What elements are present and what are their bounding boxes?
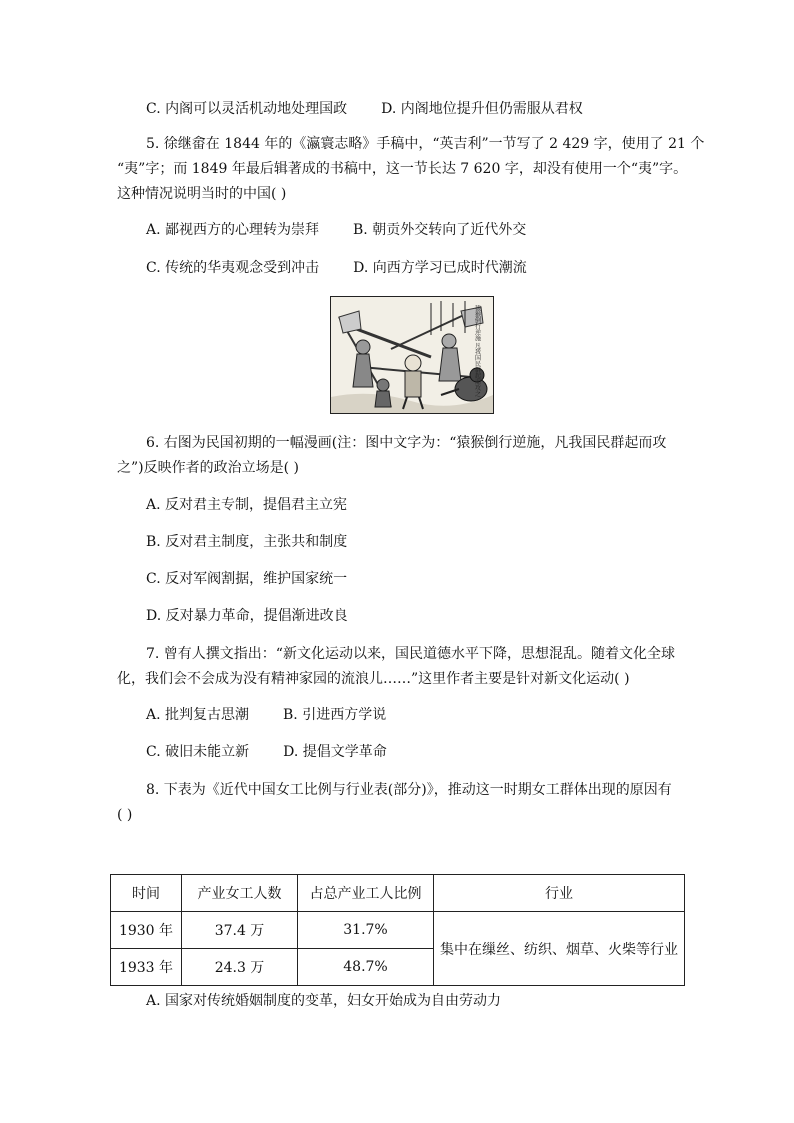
table-header-cell: 产业女工人数 (182, 875, 298, 912)
table-cell: 1933 年 (111, 949, 182, 986)
q8-option-a: A. 国家对传统婚姻制度的变革，妇女开始成为自由劳动力 (146, 993, 502, 1009)
q6-stem-line1: 6. 右图为民国初期的一幅漫画(注：图中文字为：“猿猴倒行逆施，凡我国民群起而攻 (146, 435, 667, 451)
q8-stem-line2: ( ) (117, 807, 133, 823)
q7-option-b: B. 引进西方学说 (283, 707, 387, 723)
table-header-cell: 占总产业工人比例 (298, 875, 434, 912)
table-cell: 31.7% (298, 912, 434, 949)
q5-option-d: D. 向西方学习已成时代潮流 (353, 260, 527, 276)
table-cell: 37.4 万 (182, 912, 298, 949)
q6-option-a: A. 反对君主专制，提倡君主立宪 (146, 497, 348, 513)
table-cell: 24.3 万 (182, 949, 298, 986)
q5-option-a: A. 鄙视西方的心理转为崇拜 (146, 222, 320, 238)
q4-option-d: D. 内阁地位提升但仍需服从君权 (381, 101, 583, 117)
q8-stem-line1: 8. 下表为《近代中国女工比例与行业表(部分)》，推动这一时期女工群体出现的原因有 (146, 782, 672, 798)
q5-stem-line1: 5. 徐继畲在 1844 年的《瀛寰志略》手稿中，“英吉利”一节写了 2 429 字，使用了 21 个 (146, 136, 705, 152)
q5-option-b: B. 朝贡外交转向了近代外交 (353, 222, 527, 238)
q4-option-c: C. 内阁可以灵活机动地处理国政 (146, 101, 348, 117)
q7-option-a: A. 批判复古思潮 (146, 707, 250, 723)
q6-option-c: C. 反对军阀割据，维护国家统一 (146, 571, 348, 587)
q5-stem-line2: “夷”字；而 1849 年最后辑著成的书稿中，这一节长达 7 620 字，却没有使用一个“夷”字。 (117, 161, 688, 177)
table-header-row (111, 875, 685, 912)
q7-stem-line1: 7. 曾有人撰文指出：“新文化运动以来，国民道德水平下降，思想混乱。随着文化全球 (146, 646, 675, 662)
table-header-cell: 时间 (111, 875, 182, 912)
q5-stem-line3: 这种情况说明当时的中国( ) (117, 186, 287, 202)
q7-option-c: C. 破旧未能立新 (146, 744, 250, 760)
q7-option-d: D. 提倡文学革命 (283, 744, 387, 760)
table-cell: 1930 年 (111, 912, 182, 949)
q6-option-b: B. 反对君主制度，主张共和制度 (146, 534, 348, 550)
q6-option-d: D. 反对暴力革命，提倡渐进改良 (146, 608, 348, 624)
q7-stem-line2: 化，我们会不会成为没有精神家园的流浪儿……”这里作者主要是针对新文化运动( ) (117, 671, 630, 687)
cartoon-illustration (330, 296, 494, 414)
q4-options-cd (146, 99, 720, 119)
table-row (111, 912, 685, 949)
q5-options-cd (146, 258, 720, 278)
cartoon-caption: 猿猴倒行逆施 凡我国民群起而攻之 (473, 305, 481, 397)
q7-options-cd (146, 742, 720, 762)
q5-option-c: C. 传统的华夷观念受到冲击 (146, 260, 320, 276)
table-cell: 48.7% (298, 949, 434, 986)
q6-stem-line2: 之”)反映作者的政治立场是( ) (117, 460, 299, 476)
table-header-cell: 行业 (434, 875, 685, 912)
table-industry-cell: 集中在缫丝、纺织、烟草、火柴等行业 (434, 912, 685, 986)
female-workers-table (110, 874, 685, 986)
q5-options-ab (146, 220, 720, 240)
cartoon-drawing (331, 297, 493, 413)
q7-options-ab (146, 705, 720, 725)
